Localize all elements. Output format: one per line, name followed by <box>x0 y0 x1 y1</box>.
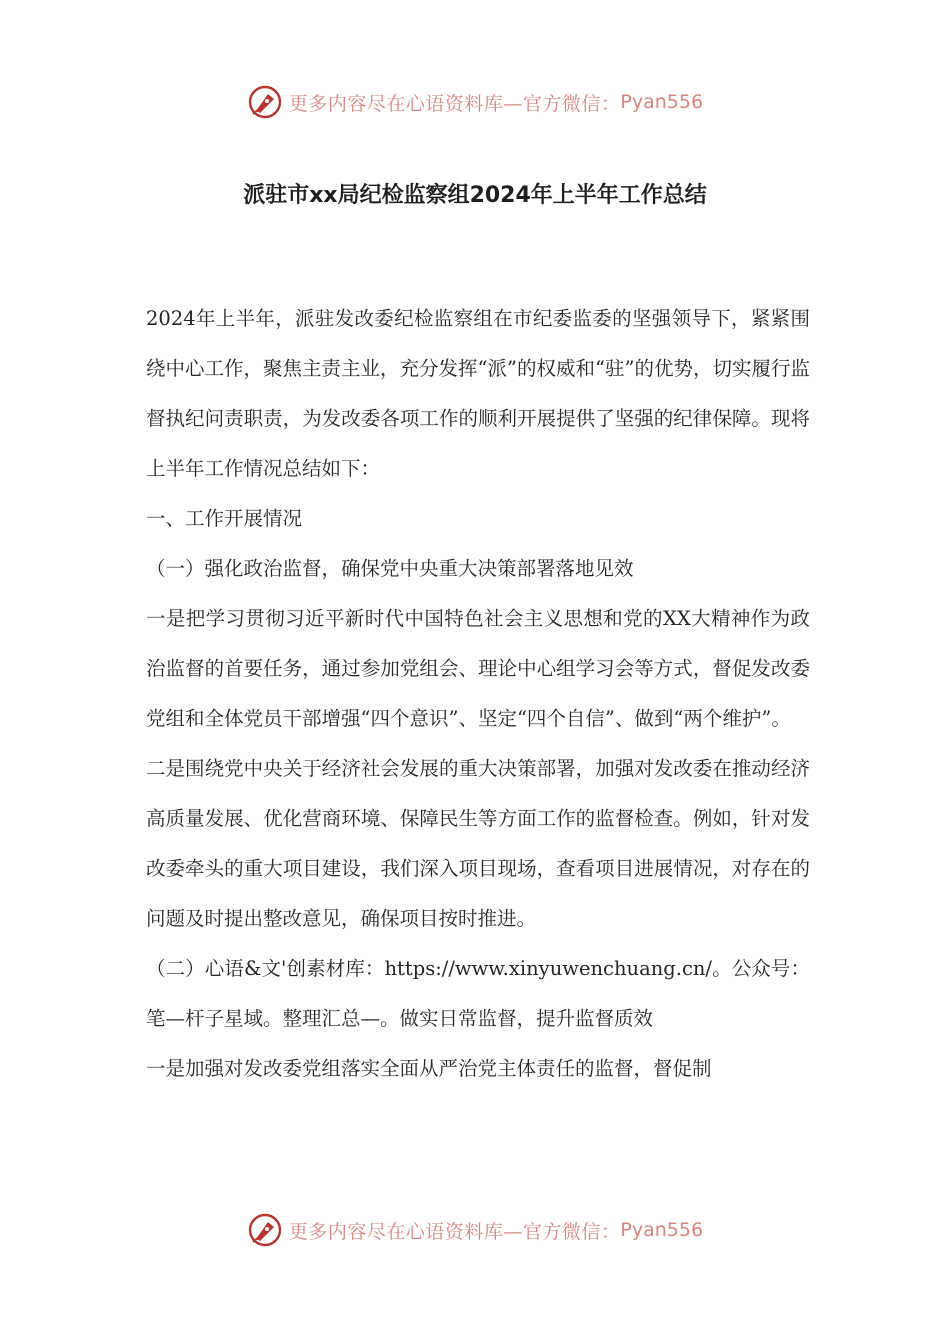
pen-nib-logo-icon <box>247 84 283 120</box>
paragraph-point-2: 二是围绕党中央关于经济社会发展的重大决策部署，加强对发改委在推动经济高质量发展、优化营商环境、保障民生等方面工作的监督检查。例如，针对发改委牵头的重大项目建设，我们深入项目现场，查看项目进展情况，对存在的问题及时提出整改意见，确保项目按时推进。 <box>146 757 810 930</box>
section-heading-1: 一、工作开展情况 <box>146 507 303 530</box>
subsection-heading-1: （一）强化政治监督，确保党中央重大决策部署落地见效 <box>146 557 634 580</box>
pen-nib-logo-icon <box>247 1212 283 1248</box>
paragraph-point-1: 一是把学习贯彻习近平新时代中国特色社会主义思想和党的XX大精神作为政治监督的首要任务，通过参加党组会、理论中心组学习会等方式，督促发改委党组和全体党员干部增强“四个意识”、坚定“四个自信”、做到“两个维护”。 <box>146 607 810 730</box>
banner-text: 更多内容尽在心语资料库—官方微信： <box>288 1220 621 1243</box>
paragraph-point-3: 一是加强对发改委党组落实全面从严治党主体责任的监督，督促制 <box>146 1057 712 1080</box>
header-banner <box>0 80 950 124</box>
paragraph-intro: 2024年上半年，派驻发改委纪检监察组在市纪委监委的坚强领导下，紧紧围绕中心工作，聚焦主责主业，充分发挥“派”的权威和“驻”的优势，切实履行监督执纪问责职责，为发改委各项工作的顺利开展提供了坚强的纪律保障。现将上半年工作情况总结如下： <box>146 307 810 480</box>
document-title: 派驻市xx局纪检监察组2024年上半年工作总结 <box>243 183 707 208</box>
document-body <box>146 294 810 1094</box>
banner-wechat-id: Pyan556 <box>620 1219 704 1241</box>
footer-banner <box>0 1208 950 1252</box>
banner-text: 更多内容尽在心语资料库—官方微信： <box>288 92 621 115</box>
subsection-heading-2: （二）心语&文'创素材库：https://www.xinyuwenchuang.cn/。公众号：笔—杆子星域。整理汇总—。做实日常监督，提升监督质效 <box>146 957 810 1030</box>
banner-wechat-id: Pyan556 <box>620 91 704 113</box>
